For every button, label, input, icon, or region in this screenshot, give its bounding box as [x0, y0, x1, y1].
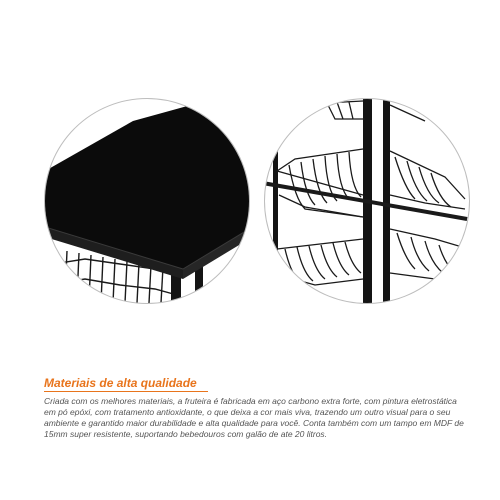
wire-baskets-illustration	[265, 99, 469, 303]
title-underline	[44, 391, 208, 392]
frame-upright	[273, 147, 278, 287]
wire-baskets-detail-image	[264, 98, 470, 304]
section-description: Criada com os melhores materiais, a fruteira é fabricada em aço carbono extra forte, com pintura eletrostática em pó epóxi, com tratamento antioxidante, o que deixa a cor mais viva, trazendo um outro visual para o seu ambiente e garantido maior durabilidade e alta qualidade para você. Conta também com um tampo em MDF de 15mm super resistente, suportando bebedouros com galão de ate 20 litros.	[44, 396, 464, 439]
mdf-top-illustration	[45, 99, 249, 303]
mdf-top-detail-image	[44, 98, 250, 304]
section-title: Materiais de alta qualidade	[44, 376, 197, 390]
basket-top	[325, 101, 425, 121]
frame-upright	[383, 99, 390, 303]
basket-lower	[277, 229, 469, 285]
